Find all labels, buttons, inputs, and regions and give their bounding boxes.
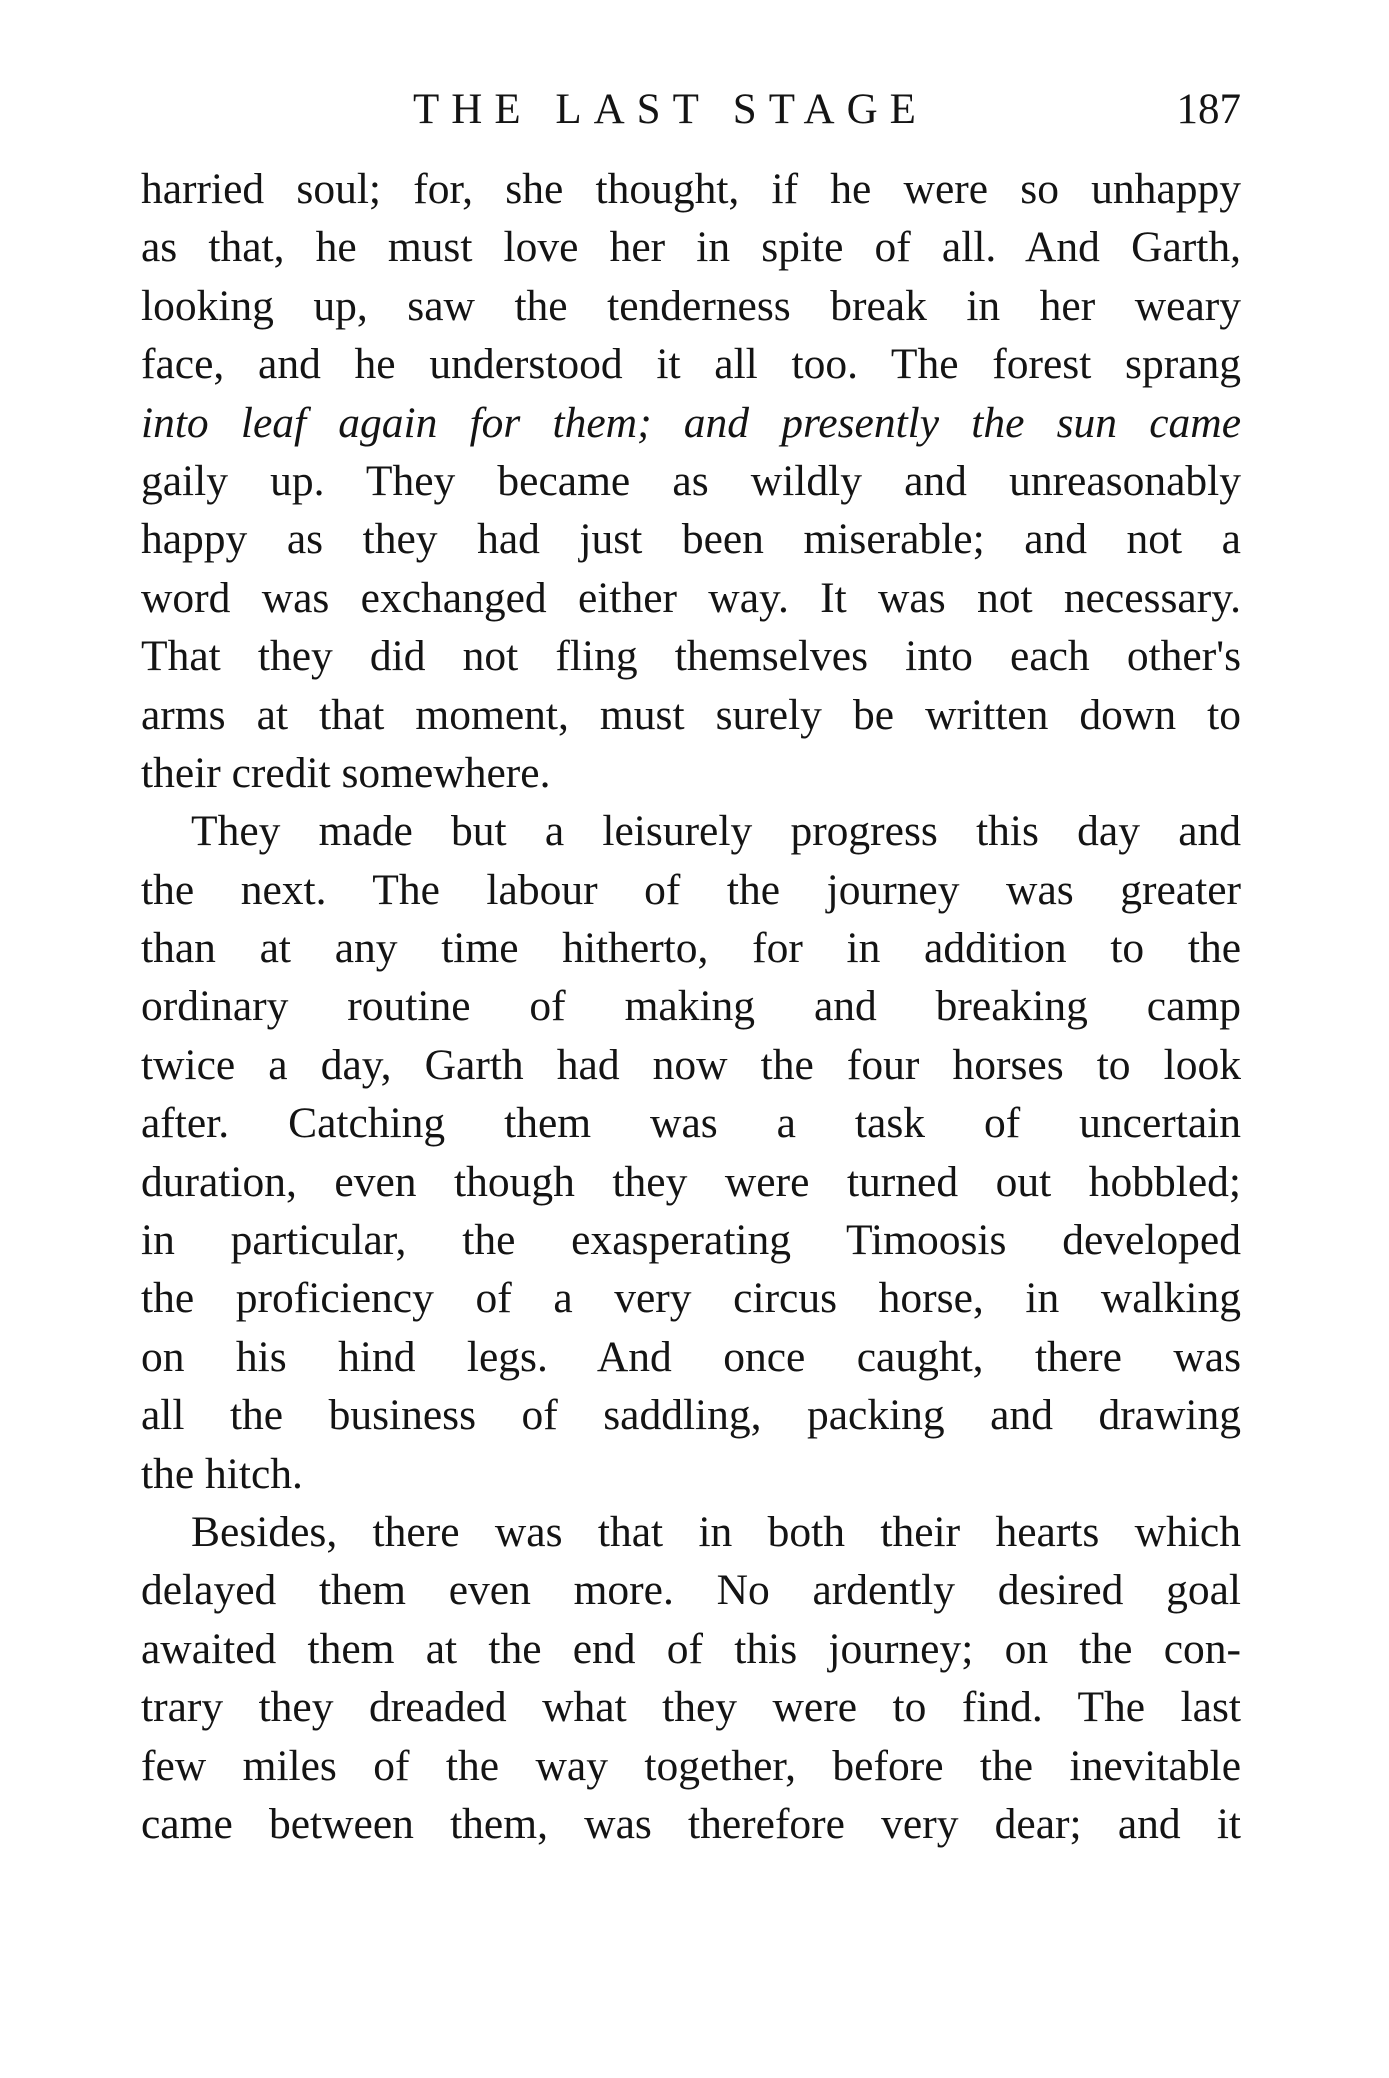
text-line: few miles of the way together, before the inevitable <box>141 1741 1241 1790</box>
text-line: as that, he must love her in spite of all. And Garth, <box>141 223 1241 272</box>
text-line: their credit somewhere. <box>141 748 551 797</box>
text-line: arms at that moment, must surely be written down to <box>141 690 1241 739</box>
text-line: duration, even though they were turned out hobbled; <box>141 1157 1241 1206</box>
running-title: THE LAST STAGE <box>413 86 928 133</box>
text-line: after. Catching them was a task of uncertain <box>141 1099 1241 1148</box>
text-line: awaited them at the end of this journey; on the con- <box>141 1624 1241 1673</box>
text-line: all the business of saddling, packing and drawing <box>141 1391 1241 1440</box>
text-line: word was exchanged either way. It was not necessary. <box>141 573 1241 622</box>
text-line: harried soul; for, she thought, if he were so unhappy <box>141 165 1241 213</box>
text-line: the hitch. <box>141 1449 303 1498</box>
text-line: twice a day, Garth had now the four horses to look <box>141 1040 1241 1089</box>
text-line: Besides, there was that in both their hearts which <box>191 1507 1241 1556</box>
text-line: the proficiency of a very circus horse, in walking <box>141 1274 1241 1323</box>
text-line: face, and he understood it all too. The forest sprang <box>141 340 1241 389</box>
text-line: came between them, was therefore very dear; and it <box>141 1799 1241 1848</box>
text-line: delayed them even more. No ardently desired goal <box>141 1566 1241 1615</box>
body-text <box>141 160 1241 1853</box>
text-line: gaily up. They became as wildly and unreasonably <box>141 456 1241 505</box>
text-line: They made but a leisurely progress this day and <box>191 807 1241 856</box>
text-line: That they did not fling themselves into each other's <box>141 632 1241 681</box>
page-header <box>141 80 1241 140</box>
text-line: into leaf again for them; and presently the sun came <box>141 398 1241 447</box>
text-line: trary they dreaded what they were to find. The last <box>141 1683 1241 1732</box>
text-line: than at any time hitherto, for in addition to the <box>141 924 1241 973</box>
text-line: happy as they had just been miserable; and not a <box>141 515 1241 564</box>
text-line: ordinary routine of making and breaking camp <box>141 982 1241 1031</box>
text-line: in particular, the exasperating Timoosis developed <box>141 1216 1241 1265</box>
text-line: the next. The labour of the journey was greater <box>141 865 1241 914</box>
text-line: on his hind legs. And once caught, there was <box>141 1332 1241 1381</box>
page-number: 187 <box>1176 86 1241 133</box>
text-line: looking up, saw the tenderness break in her weary <box>141 281 1241 330</box>
